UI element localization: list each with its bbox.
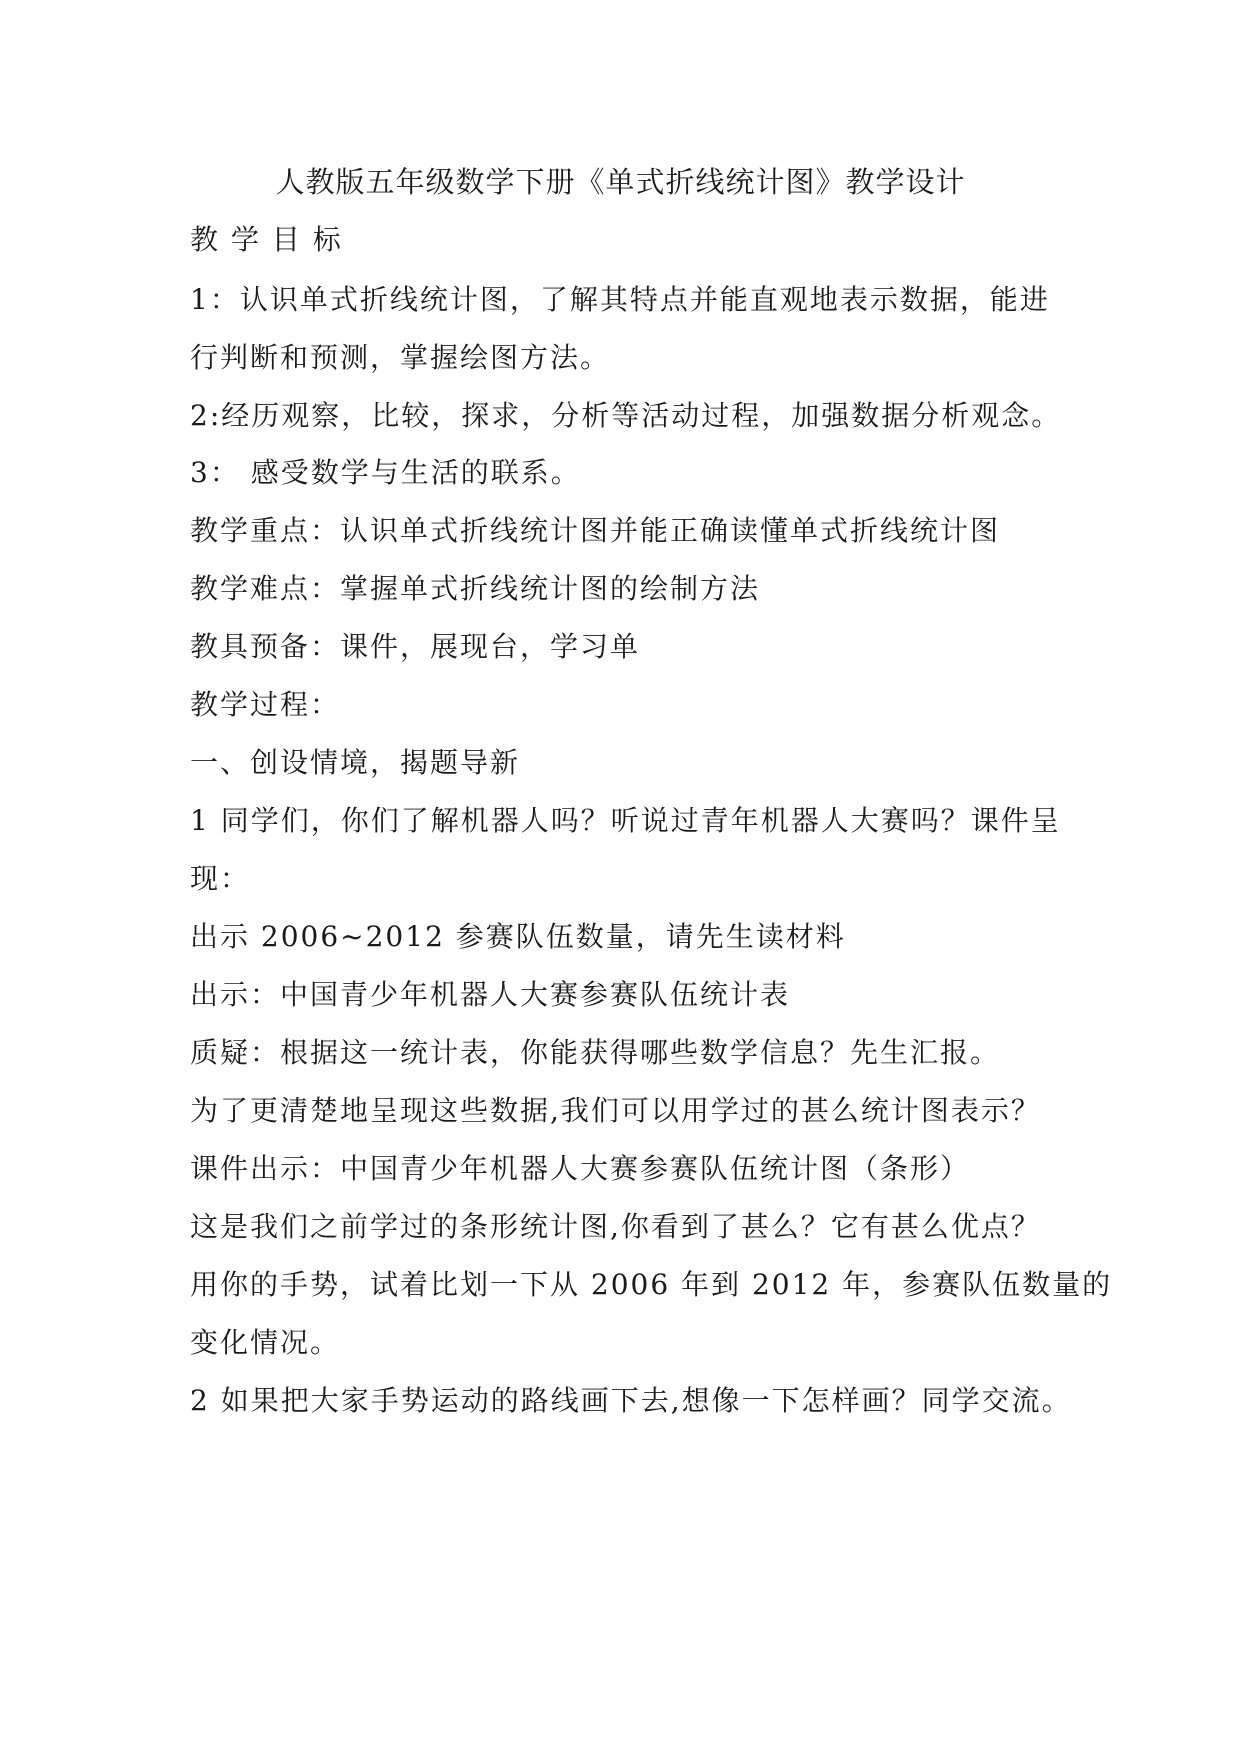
objective-1-line-1: 1：认识单式折线统计图，了解其特点并能直观地表示数据，能进 bbox=[190, 283, 1050, 316]
paragraph-show-bar-chart: 课件出示：中国青少年机器人大赛参赛队伍统计图（条形） bbox=[190, 1152, 971, 1185]
objective-2: 2:经历观察，比较，探求，分析等活动过程，加强数据分析观念。 bbox=[190, 399, 1062, 432]
paragraph-bar-chart-discussion: 这是我们之前学过的条形统计图,你看到了甚么？它有甚么优点？ bbox=[190, 1210, 1041, 1243]
teaching-focus: 教学重点：认识单式折线统计图并能正确读懂单式折线统计图 bbox=[190, 514, 1001, 547]
paragraph-show-table: 出示：中国青少年机器人大赛参赛队伍统计表 bbox=[190, 978, 791, 1011]
objective-3: 3： 感受数学与生活的联系。 bbox=[190, 456, 581, 489]
paragraph-chart-question: 为了更清楚地呈现这些数据,我们可以用学过的甚么统计图表示？ bbox=[190, 1094, 1041, 1127]
paragraph-gesture-line-2: 变化情况。 bbox=[190, 1326, 341, 1359]
teaching-materials: 教具预备：课件，展现台，学习单 bbox=[190, 630, 641, 663]
paragraph-1-line-2: 现： bbox=[190, 862, 251, 895]
teaching-difficulty: 教学难点：掌握单式折线统计图的绘制方法 bbox=[190, 572, 761, 605]
document-title: 人教版五年级数学下册《单式折线统计图》教学设计 bbox=[275, 165, 966, 199]
paragraph-show-data: 出示 2006~2012 参赛队伍数量，请先生读材料 bbox=[190, 920, 846, 953]
paragraph-question: 质疑：根据这一统计表，你能获得哪些数学信息？先生汇报。 bbox=[190, 1036, 1001, 1069]
section-one-heading: 一、创设情境，揭题导新 bbox=[190, 746, 521, 779]
section-heading-objectives: 教 学 目 标 bbox=[190, 223, 343, 256]
objective-1-line-2: 行判断和预测，掌握绘图方法。 bbox=[190, 341, 611, 374]
paragraph-1-line-1: 1 同学们，你们了解机器人吗？听说过青年机器人大赛吗？课件呈 bbox=[190, 804, 1061, 837]
paragraph-gesture-line-1: 用你的手势，试着比划一下从 2006 年到 2012 年，参赛队伍数量的 bbox=[190, 1268, 1113, 1301]
paragraph-2: 2 如果把大家手势运动的路线画下去,想像一下怎样画？同学交流。 bbox=[190, 1384, 1072, 1417]
teaching-process-heading: 教学过程： bbox=[190, 688, 341, 721]
